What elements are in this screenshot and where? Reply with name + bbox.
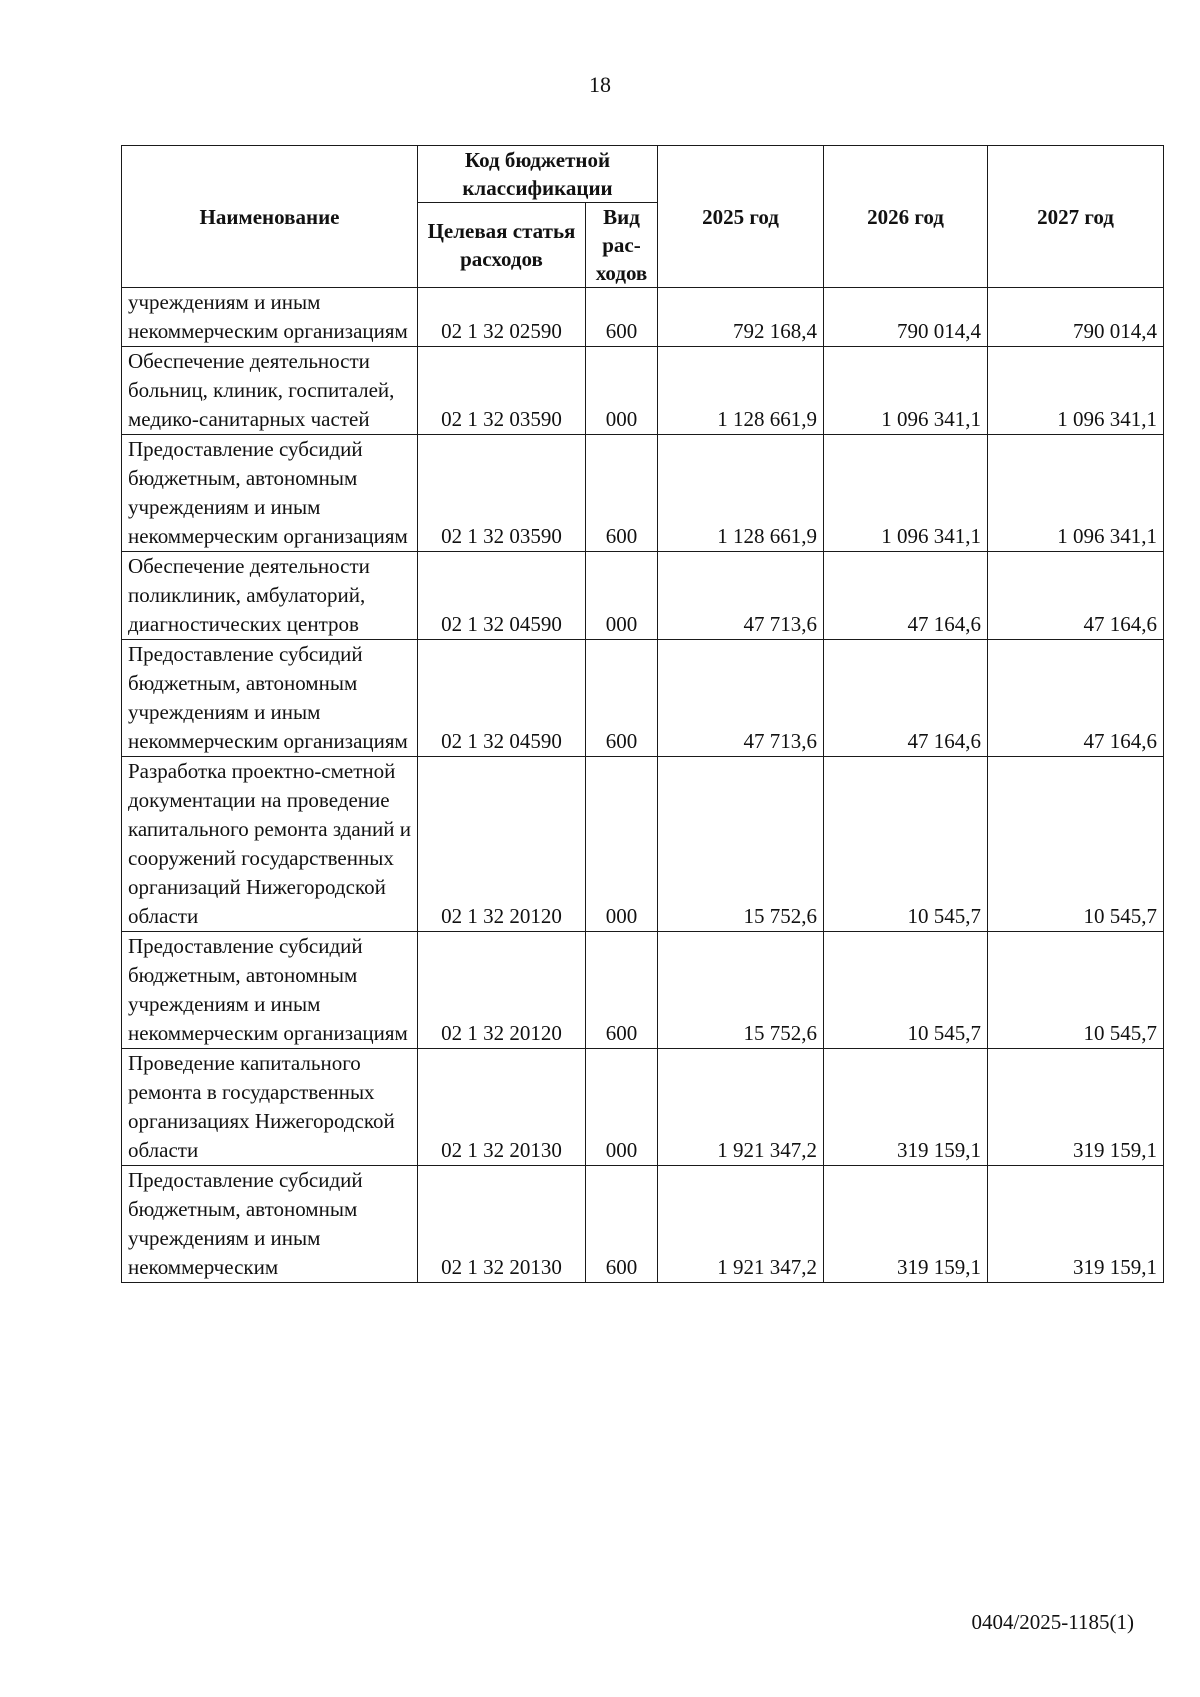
row-value-2025: 47 713,6 bbox=[658, 552, 824, 640]
row-expense-kind: 000 bbox=[586, 347, 658, 435]
row-value-2026: 47 164,6 bbox=[824, 640, 988, 757]
document-code: 0404/2025-1185(1) bbox=[971, 1610, 1134, 1634]
row-name: Предоставление субсидий бюджетным, автономным учреждениям и иным некоммерческим организациям bbox=[122, 435, 418, 552]
row-value-2025: 15 752,6 bbox=[658, 932, 824, 1049]
header-code-group: Код бюджетной классификации bbox=[418, 146, 658, 203]
header-2025: 2025 год bbox=[658, 146, 824, 288]
row-value-2027: 10 545,7 bbox=[988, 757, 1164, 932]
row-value-2025: 1 128 661,9 bbox=[658, 347, 824, 435]
row-target-code: 02 1 32 20120 bbox=[418, 932, 586, 1049]
row-value-2027: 319 159,1 bbox=[988, 1166, 1164, 1283]
row-name: Предоставление субсидий бюджетным, автономным учреждениям и иным некоммерческим организациям bbox=[122, 932, 418, 1049]
row-target-code: 02 1 32 04590 bbox=[418, 640, 586, 757]
row-value-2025: 47 713,6 bbox=[658, 640, 824, 757]
row-name: Проведение капитального ремонта в государственных организациях Нижегородской области bbox=[122, 1049, 418, 1166]
row-value-2027: 1 096 341,1 bbox=[988, 347, 1164, 435]
row-value-2027: 47 164,6 bbox=[988, 640, 1164, 757]
row-value-2025: 1 921 347,2 bbox=[658, 1166, 824, 1283]
row-name: Предоставление субсидий бюджетным, автономным учреждениям и иным некоммерческим bbox=[122, 1166, 418, 1283]
row-value-2026: 47 164,6 bbox=[824, 552, 988, 640]
row-value-2026: 319 159,1 bbox=[824, 1166, 988, 1283]
row-expense-kind: 600 bbox=[586, 932, 658, 1049]
row-value-2026: 790 014,4 bbox=[824, 288, 988, 347]
header-2026: 2026 год bbox=[824, 146, 988, 288]
page-number: 18 bbox=[589, 72, 611, 97]
row-value-2025: 1 921 347,2 bbox=[658, 1049, 824, 1166]
row-value-2027: 47 164,6 bbox=[988, 552, 1164, 640]
table-row bbox=[122, 552, 1164, 640]
row-name: Обеспечение деятельности поликлиник, амбулаторий, диагностических центров bbox=[122, 552, 418, 640]
row-name: Обеспечение деятельности больниц, клиник, госпиталей, медико-санитарных частей bbox=[122, 347, 418, 435]
row-target-code: 02 1 32 20130 bbox=[418, 1166, 586, 1283]
row-name: Разработка проектно-сметной документации на проведение капитального ремонта зданий и сооружений государственных организаций Нижегородской области bbox=[122, 757, 418, 932]
row-value-2027: 790 014,4 bbox=[988, 288, 1164, 347]
row-target-code: 02 1 32 20130 bbox=[418, 1049, 586, 1166]
table-row bbox=[122, 1166, 1164, 1283]
row-expense-kind: 600 bbox=[586, 1166, 658, 1283]
row-target-code: 02 1 32 20120 bbox=[418, 757, 586, 932]
row-expense-kind: 600 bbox=[586, 288, 658, 347]
row-name: Предоставление субсидий бюджетным, автономным учреждениям и иным некоммерческим организациям bbox=[122, 640, 418, 757]
row-expense-kind: 000 bbox=[586, 1049, 658, 1166]
table-header bbox=[122, 146, 1164, 288]
header-2027: 2027 год bbox=[988, 146, 1164, 288]
row-target-code: 02 1 32 03590 bbox=[418, 435, 586, 552]
row-value-2025: 1 128 661,9 bbox=[658, 435, 824, 552]
header-target-article: Целевая статья расходов bbox=[418, 203, 586, 288]
row-value-2027: 319 159,1 bbox=[988, 1049, 1164, 1166]
row-value-2027: 10 545,7 bbox=[988, 932, 1164, 1049]
table-row bbox=[122, 757, 1164, 932]
row-value-2026: 1 096 341,1 bbox=[824, 435, 988, 552]
row-value-2026: 10 545,7 bbox=[824, 932, 988, 1049]
row-expense-kind: 600 bbox=[586, 435, 658, 552]
row-expense-kind: 600 bbox=[586, 640, 658, 757]
row-value-2025: 15 752,6 bbox=[658, 757, 824, 932]
row-value-2026: 1 096 341,1 bbox=[824, 347, 988, 435]
table-row bbox=[122, 932, 1164, 1049]
table-body bbox=[122, 288, 1164, 1283]
row-value-2026: 10 545,7 bbox=[824, 757, 988, 932]
row-expense-kind: 000 bbox=[586, 552, 658, 640]
row-expense-kind: 000 bbox=[586, 757, 658, 932]
row-value-2025: 792 168,4 bbox=[658, 288, 824, 347]
table-row bbox=[122, 435, 1164, 552]
table-row bbox=[122, 347, 1164, 435]
row-value-2027: 1 096 341,1 bbox=[988, 435, 1164, 552]
row-name: учреждениям и иным некоммерческим организациям bbox=[122, 288, 418, 347]
table-row bbox=[122, 288, 1164, 347]
table-row bbox=[122, 1049, 1164, 1166]
header-name: Наименование bbox=[122, 146, 418, 288]
table-row bbox=[122, 640, 1164, 757]
budget-table bbox=[121, 145, 1164, 1283]
row-target-code: 02 1 32 03590 bbox=[418, 347, 586, 435]
header-expense-kind: Вид рас-ходов bbox=[586, 203, 658, 288]
row-value-2026: 319 159,1 bbox=[824, 1049, 988, 1166]
row-target-code: 02 1 32 04590 bbox=[418, 552, 586, 640]
row-target-code: 02 1 32 02590 bbox=[418, 288, 586, 347]
